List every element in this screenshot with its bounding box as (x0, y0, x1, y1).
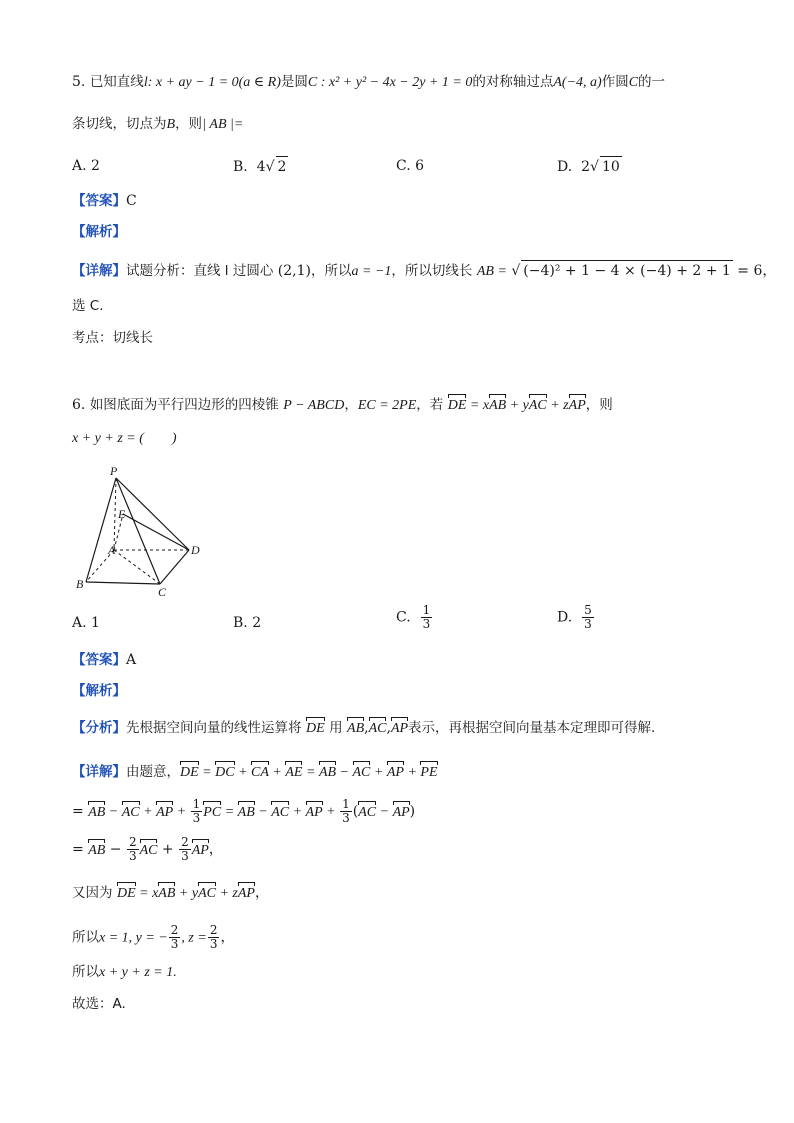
q6-pyramid-figure (72, 462, 212, 602)
q6-analysis (72, 681, 126, 701)
edge-ed (123, 514, 189, 550)
vec-term: AP (192, 841, 209, 861)
vec-ap: AP (391, 719, 408, 739)
q5-text: 试题分析：直线 l 过圆心 (126, 263, 274, 279)
op: + (322, 804, 340, 820)
option-label: C. (396, 158, 411, 174)
q5-text: ，则 (175, 116, 203, 132)
option-value: 1 (91, 615, 100, 631)
q6-text: 所以 (72, 964, 99, 980)
q6-suoyi1 (72, 924, 234, 951)
q6-xy: x = 1, y = − (99, 930, 168, 946)
q5-circle-eq: C : x² + y² − 4x − 2y + 1 = 0 (307, 75, 473, 90)
frac-den: 3 (584, 617, 592, 631)
q6-sum: x + y + z = 1. (99, 965, 177, 980)
vec-term: AC (140, 841, 158, 861)
op: + (173, 804, 190, 820)
op: = (198, 765, 216, 780)
vec-de: DE (117, 884, 136, 904)
vec-term: AB (238, 803, 255, 823)
edge-pd (116, 478, 189, 550)
label-c: C (158, 585, 167, 599)
op: − (336, 765, 353, 780)
q6-detail-eq3: = AB − $\frac{2}{3}$ AC + $\frac{2}{3}$ AP， (72, 835, 223, 863)
q6-sum-blank: x + y + z = ( ) (72, 431, 177, 446)
option-label: D. (557, 159, 573, 175)
option-value: 4 (256, 159, 266, 175)
vec-term: DE (180, 763, 199, 783)
q5-point: A(−4, a) (553, 75, 602, 90)
vec-ap: AP (238, 884, 255, 904)
q5-number: 5. (72, 74, 86, 90)
option-label: D. (557, 609, 573, 626)
q6-text: ， (220, 929, 235, 946)
q5-detail-line1: 【详解】试题分析：直线 l 过圆心 (2,1)，所以a = −1，所以切线长 AB = √ (−4)² + 1 − 4 × (−4) + 2 + 1 = 6， (72, 260, 776, 282)
vec-term: AC (358, 803, 376, 823)
q5-option-d[interactable]: D. 2√ 10 (557, 156, 622, 177)
frac-den: 3 (181, 849, 189, 863)
op: − (254, 804, 272, 820)
q5-point-B: B (166, 117, 176, 132)
vec-term: AP (306, 803, 323, 823)
q5-stem-line2 (72, 114, 243, 135)
vec-term: AE (285, 763, 302, 783)
q6-text: 所以 (72, 929, 99, 946)
fraction (179, 836, 191, 863)
frac-num: 2 (170, 923, 179, 937)
frac-den: 3 (128, 849, 137, 863)
vec-term: AP (387, 763, 404, 783)
q5-stem-line1 (72, 72, 665, 93)
detail-tag: 【详解】 (72, 263, 126, 279)
q6-detail-eq2: = AB − AC + AP + $\frac{1}{3}$ PC = AB − AC + AP + $\frac{1}{3}$ (AC − AP) (72, 797, 416, 825)
op: + (268, 765, 286, 780)
answer-value: A (126, 652, 137, 668)
op: + (370, 765, 387, 780)
q6-detail-eq1 (72, 762, 438, 783)
frac-num: 2 (209, 923, 218, 937)
q6-number: 6. (72, 397, 86, 413)
fraction (340, 798, 352, 825)
option-label: C. (396, 609, 411, 626)
q6-text: ，则 (585, 397, 613, 413)
label-p: P (110, 464, 118, 478)
analysis-tag: 【解析】 (72, 683, 126, 699)
q5-text: 已知直线 (89, 74, 144, 90)
option-label: A. (72, 158, 87, 174)
frac-num: 2 (181, 835, 189, 849)
edge-cd (160, 550, 189, 584)
frac-num: 5 (584, 603, 592, 617)
option-value: 2 (581, 159, 591, 175)
q6-text: ，若 (416, 397, 444, 413)
q6-option-b[interactable] (233, 613, 261, 633)
option-label: B. (233, 615, 248, 631)
vec-term: DC (215, 763, 234, 783)
vec-term: AB (88, 841, 105, 861)
option-label: A. (72, 615, 87, 631)
q5-root-expr: (−4)² + 1 − 4 × (−4) + 2 + 1 (521, 260, 733, 281)
label-b: B (76, 577, 84, 591)
vec-term: AC (353, 763, 371, 783)
vec-ab: AB (158, 884, 175, 904)
vec-ap: AP (569, 396, 586, 416)
fraction (127, 836, 139, 863)
q6-text: 用 (329, 720, 343, 736)
vec-ac: AC (369, 719, 387, 739)
q6-coef: = x (466, 398, 490, 413)
q5-text: 条切线，切点为 (72, 116, 167, 132)
label-a: A (108, 543, 116, 557)
edge-pb (86, 478, 116, 582)
vec-ab: AB (347, 719, 364, 739)
vec-ab: AB (489, 396, 506, 416)
q6-option-a[interactable] (72, 613, 100, 633)
q6-ec-eq: EC = 2PE (357, 398, 417, 413)
q5-center: (2,1) (277, 263, 311, 279)
detail-tag: 【详解】 (72, 764, 126, 780)
vec-term: PE (420, 763, 437, 783)
vec-term: AC (271, 803, 289, 823)
q5-kaodian-text: 考点：切线长 (72, 330, 153, 346)
fraction (191, 798, 203, 825)
q5-detail-line2 (72, 296, 104, 316)
q6-suoyi2 (72, 962, 177, 983)
vec-de: DE (448, 396, 467, 416)
option-fraction (582, 604, 594, 631)
q6-fenxi: 【分析】先根据空间向量的线性运算将 DE 用 AB,AC,AP表示，再根据空间向量基本定理即可得解. (72, 718, 655, 739)
q5-analysis (72, 222, 126, 242)
frac-num: 2 (128, 835, 137, 849)
fraction (169, 924, 181, 951)
op: + (234, 765, 252, 780)
frac-den: 3 (192, 811, 201, 825)
option-label: B. (233, 159, 248, 175)
vec-term: CA (251, 763, 269, 783)
q6-text: 又因为 (72, 885, 113, 901)
q5-text: ，所以切线长 (391, 263, 473, 279)
q6-coef: + y (175, 886, 199, 901)
edge-pa (114, 478, 116, 550)
q6-pyramid: P − ABCD (283, 398, 345, 413)
q5-circle-C: C (628, 75, 639, 90)
q5-kaodian (72, 328, 153, 348)
label-d: D (191, 543, 200, 557)
op: − (376, 804, 393, 820)
vec-term: AC (122, 803, 140, 823)
vec-term: AB (88, 803, 105, 823)
fraction (208, 924, 220, 951)
q5-a-value: a = −1 (351, 264, 392, 279)
q6-text: 故选：A. (72, 996, 126, 1012)
q6-youyin: 又因为 DE = xAB + yAC + zAP， (72, 883, 269, 904)
q5-result: = 6， (737, 263, 777, 279)
vec-de: DE (306, 719, 325, 739)
vec-ac: AC (198, 884, 216, 904)
q5-line-l: l (143, 75, 148, 90)
q5-ab-abs: | AB |= (202, 117, 244, 132)
frac-num: 1 (342, 797, 350, 811)
q5-option-a[interactable] (72, 156, 100, 176)
q5-text: ，所以 (311, 263, 352, 279)
option-root: 2 (276, 156, 289, 177)
q6-answer (72, 650, 136, 670)
frac-den: 3 (170, 937, 179, 951)
option-root: 10 (600, 156, 622, 177)
q6-z: , z = (181, 930, 207, 946)
q6-option-d[interactable] (557, 604, 595, 631)
q5-ab: AB = (476, 264, 507, 279)
op: = (221, 804, 238, 820)
option-value: 2 (252, 615, 262, 631)
q5-line-eq: : x + ay − 1 = 0(a ∈ R) (147, 75, 281, 90)
op: − (105, 804, 122, 820)
q5-text: 选 C. (72, 298, 104, 314)
frac-num: 1 (422, 603, 431, 617)
q5-option-c[interactable] (396, 156, 424, 176)
op: + (289, 804, 306, 820)
q5-text: 的一 (638, 74, 666, 90)
q6-coef: + z (546, 398, 569, 413)
frac-den: 3 (209, 937, 218, 951)
op: + (403, 765, 421, 780)
op: = (302, 765, 319, 780)
vec-ac: AC (529, 396, 547, 416)
q6-text: 表示，再根据空间向量基本定理即可得解. (408, 720, 656, 736)
answer-tag: 【答案】 (72, 652, 126, 668)
q5-option-b[interactable]: B. 4√ 2 (233, 156, 288, 177)
q6-stem-line1 (72, 395, 613, 416)
q6-guxuan (72, 994, 126, 1014)
answer-value: C (126, 193, 137, 209)
q6-coef: + z (215, 886, 238, 901)
label-e: E (118, 507, 126, 521)
q6-coef: = x (135, 886, 159, 901)
op: + (139, 804, 157, 820)
q5-text: 是圆 (280, 74, 308, 90)
q6-text: 先根据空间向量的线性运算将 (126, 720, 302, 736)
option-value: 2 (91, 158, 100, 174)
q5-text: 的对称轴过点 (472, 74, 554, 90)
edge-bc (86, 582, 160, 584)
answer-tag: 【答案】 (72, 193, 126, 209)
q6-text: ， (344, 397, 358, 413)
analysis-tag: 【解析】 (72, 224, 126, 240)
q6-text: 如图底面为平行四边形的四棱锥 (89, 397, 279, 413)
frac-num: 1 (192, 797, 201, 811)
vec-term: AP (156, 803, 173, 823)
vec-term: AP (393, 803, 410, 823)
q6-stem-line2 (72, 428, 177, 449)
frac-den: 3 (422, 617, 431, 631)
q5-text: 作圆 (601, 74, 629, 90)
option-value: 6 (415, 158, 425, 174)
vec-term: PC (203, 803, 221, 823)
frac-den: 3 (342, 811, 350, 825)
option-fraction (421, 604, 433, 631)
q6-text: 由题意， (126, 764, 180, 780)
q6-coef: + y (506, 398, 529, 413)
fenxi-tag: 【分析】 (72, 720, 126, 736)
q6-option-c[interactable] (396, 604, 433, 631)
q5-answer (72, 191, 137, 211)
vec-term: AB (319, 763, 336, 783)
